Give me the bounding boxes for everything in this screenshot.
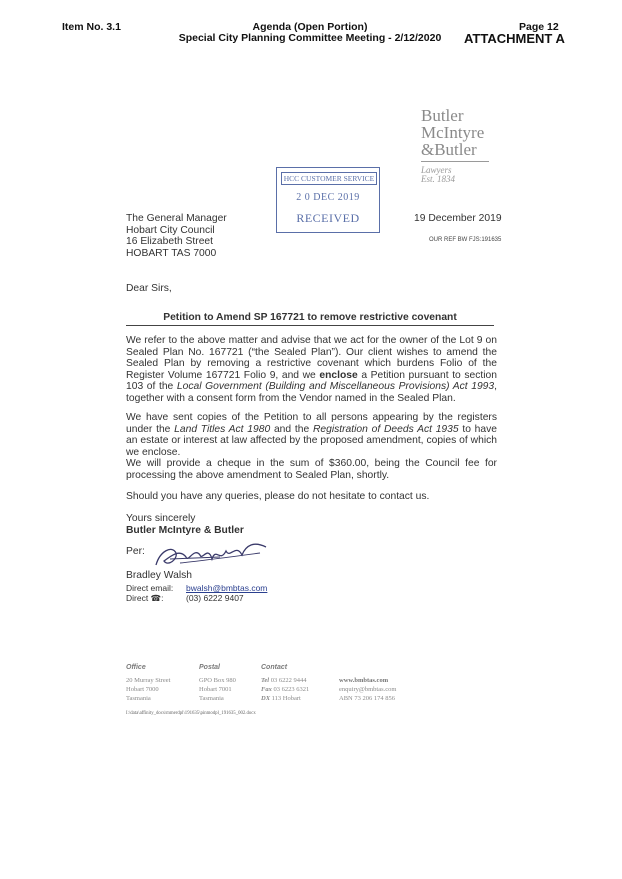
agenda-title: Agenda (Open Portion) bbox=[252, 21, 368, 33]
contact-value: 113 Hobart bbox=[271, 695, 301, 702]
footer-contact-heading: Contact bbox=[261, 664, 288, 671]
addressee-block bbox=[126, 213, 227, 260]
addressee-line: HOBART TAS 7000 bbox=[126, 248, 217, 260]
paragraph-1-act: Local Government (Building and Miscellaneous Provisions) Act 1993 bbox=[176, 381, 495, 393]
logo-line-1: Butler bbox=[421, 106, 464, 125]
paragraph-1-text: We refer to the above matter and advise that we act for the owner of the Lot 9 on Sealed Plan No. 167721 (“the Sealed Plan”). Our client wishes to amend the Sealed Plan by removing a restrictive covenant which burdens Folio of the Register Volume 167721 Folio 9, and we bbox=[126, 335, 497, 381]
logo-divider bbox=[421, 161, 489, 162]
subject-line: Petition to Amend SP 167721 to remove restrictive covenant bbox=[163, 312, 457, 323]
addressee-line: The General Manager bbox=[126, 213, 227, 224]
footer-line: 20 Murray Street bbox=[126, 677, 171, 684]
footer-office bbox=[126, 676, 170, 703]
logo-line-2: McIntyre bbox=[421, 123, 485, 142]
footer-contact-row bbox=[261, 694, 309, 703]
logo-line-3: &Butler bbox=[421, 140, 477, 159]
attachment-label: ATTACHMENT A bbox=[464, 31, 565, 46]
contact-label: Tel bbox=[261, 677, 270, 684]
meeting-title: Special City Planning Committee Meeting - 2/12/2020 bbox=[178, 32, 442, 44]
footer-abn: ABN 73 206 174 856 bbox=[339, 695, 395, 702]
footer-line: Hobart 7000 bbox=[126, 686, 159, 693]
file-path: I:\data\affinity_docs\mmerdpl\191635\pinmodpl_191635_002.docx bbox=[126, 711, 256, 716]
stamp-title: HCC CUSTOMER SERVICE bbox=[281, 172, 377, 185]
paragraph-2-text: to have an estate or interest at law affected by the proposed amendment, copies of which we enclose. bbox=[126, 423, 498, 458]
page-number: Page 12 bbox=[519, 21, 559, 33]
footer-contact-row bbox=[261, 685, 309, 694]
received-stamp bbox=[276, 167, 380, 233]
footer-office-heading: Office bbox=[126, 664, 146, 671]
stamp-date: 2 0 DEC 2019 bbox=[296, 192, 360, 203]
email-label: Direct email: bbox=[126, 583, 174, 593]
paragraph-2-act: Land Titles Act 1980 bbox=[174, 423, 271, 435]
footer-line: Tasmania bbox=[199, 695, 224, 702]
paragraph-2 bbox=[126, 412, 497, 458]
phone-label: Direct ☎: bbox=[126, 593, 164, 603]
salutation: Dear Sirs, bbox=[126, 283, 172, 294]
paragraph-1 bbox=[126, 335, 497, 405]
signature bbox=[150, 537, 270, 571]
footer-line: GPO Box 980 bbox=[199, 677, 236, 684]
logo-lawyers: Lawyers bbox=[421, 165, 452, 175]
footer-line: Tasmania bbox=[126, 695, 151, 702]
closing: Yours sincerely bbox=[126, 513, 196, 524]
footer-contact bbox=[261, 676, 309, 703]
footer-website[interactable]: www.bmbtas.com bbox=[339, 677, 389, 684]
footer-contact-row bbox=[261, 676, 309, 685]
email-link[interactable]: bwalsh@bmbtas.com bbox=[186, 583, 268, 593]
item-number: Item No. 3.1 bbox=[62, 21, 121, 33]
paragraph-1-text: , together with a consent form from the Vendor named in the Sealed Plan. bbox=[126, 381, 497, 404]
paragraph-1-bold: enclose bbox=[319, 369, 358, 381]
footer-web bbox=[339, 676, 396, 703]
footer-postal bbox=[199, 676, 236, 703]
logo-est: Est. 1834 bbox=[421, 174, 456, 184]
contact-label: DX bbox=[261, 695, 271, 702]
footer-postal-heading: Postal bbox=[199, 664, 221, 671]
per-label: Per: bbox=[126, 546, 145, 557]
our-reference: OUR REF BW FJS:191635 bbox=[429, 237, 502, 243]
contact-label: Fax bbox=[261, 686, 272, 693]
subject-underline bbox=[126, 325, 494, 326]
firm-name: Butler McIntyre & Butler bbox=[126, 525, 244, 536]
paragraph-3: We will provide a cheque in the sum of $360.00, being the Council fee for processing the above amendment to Sealed Plan, shortly. bbox=[126, 458, 497, 481]
phone-number: (03) 6222 9407 bbox=[186, 593, 244, 603]
contact-value: 03 6222 9444 bbox=[270, 677, 307, 684]
paragraph-4: Should you have any queries, please do not hesitate to contact us. bbox=[126, 491, 430, 502]
paragraph-2-act: Registration of Deeds Act 1935 bbox=[312, 423, 459, 435]
addressee-line: Hobart City Council bbox=[126, 224, 215, 236]
paragraph-1-text: a Petition pursuant to section 103 of the bbox=[126, 369, 497, 393]
footer-email[interactable]: enquiry@bmbtas.com bbox=[339, 686, 397, 693]
letter-date: 19 December 2019 bbox=[414, 213, 502, 224]
footer-line: Hobart 7001 bbox=[199, 686, 232, 693]
addressee-line: 16 Elizabeth Street bbox=[126, 236, 214, 248]
stamp-status: RECEIVED bbox=[296, 211, 360, 225]
contact-value: 03 6223 6321 bbox=[273, 686, 310, 693]
paragraph-2-text: and the bbox=[270, 423, 313, 435]
signer-name: Bradley Walsh bbox=[126, 570, 192, 581]
paragraph-2-text: We have sent copies of the Petition to all persons appearing by the registers under the bbox=[126, 412, 497, 435]
